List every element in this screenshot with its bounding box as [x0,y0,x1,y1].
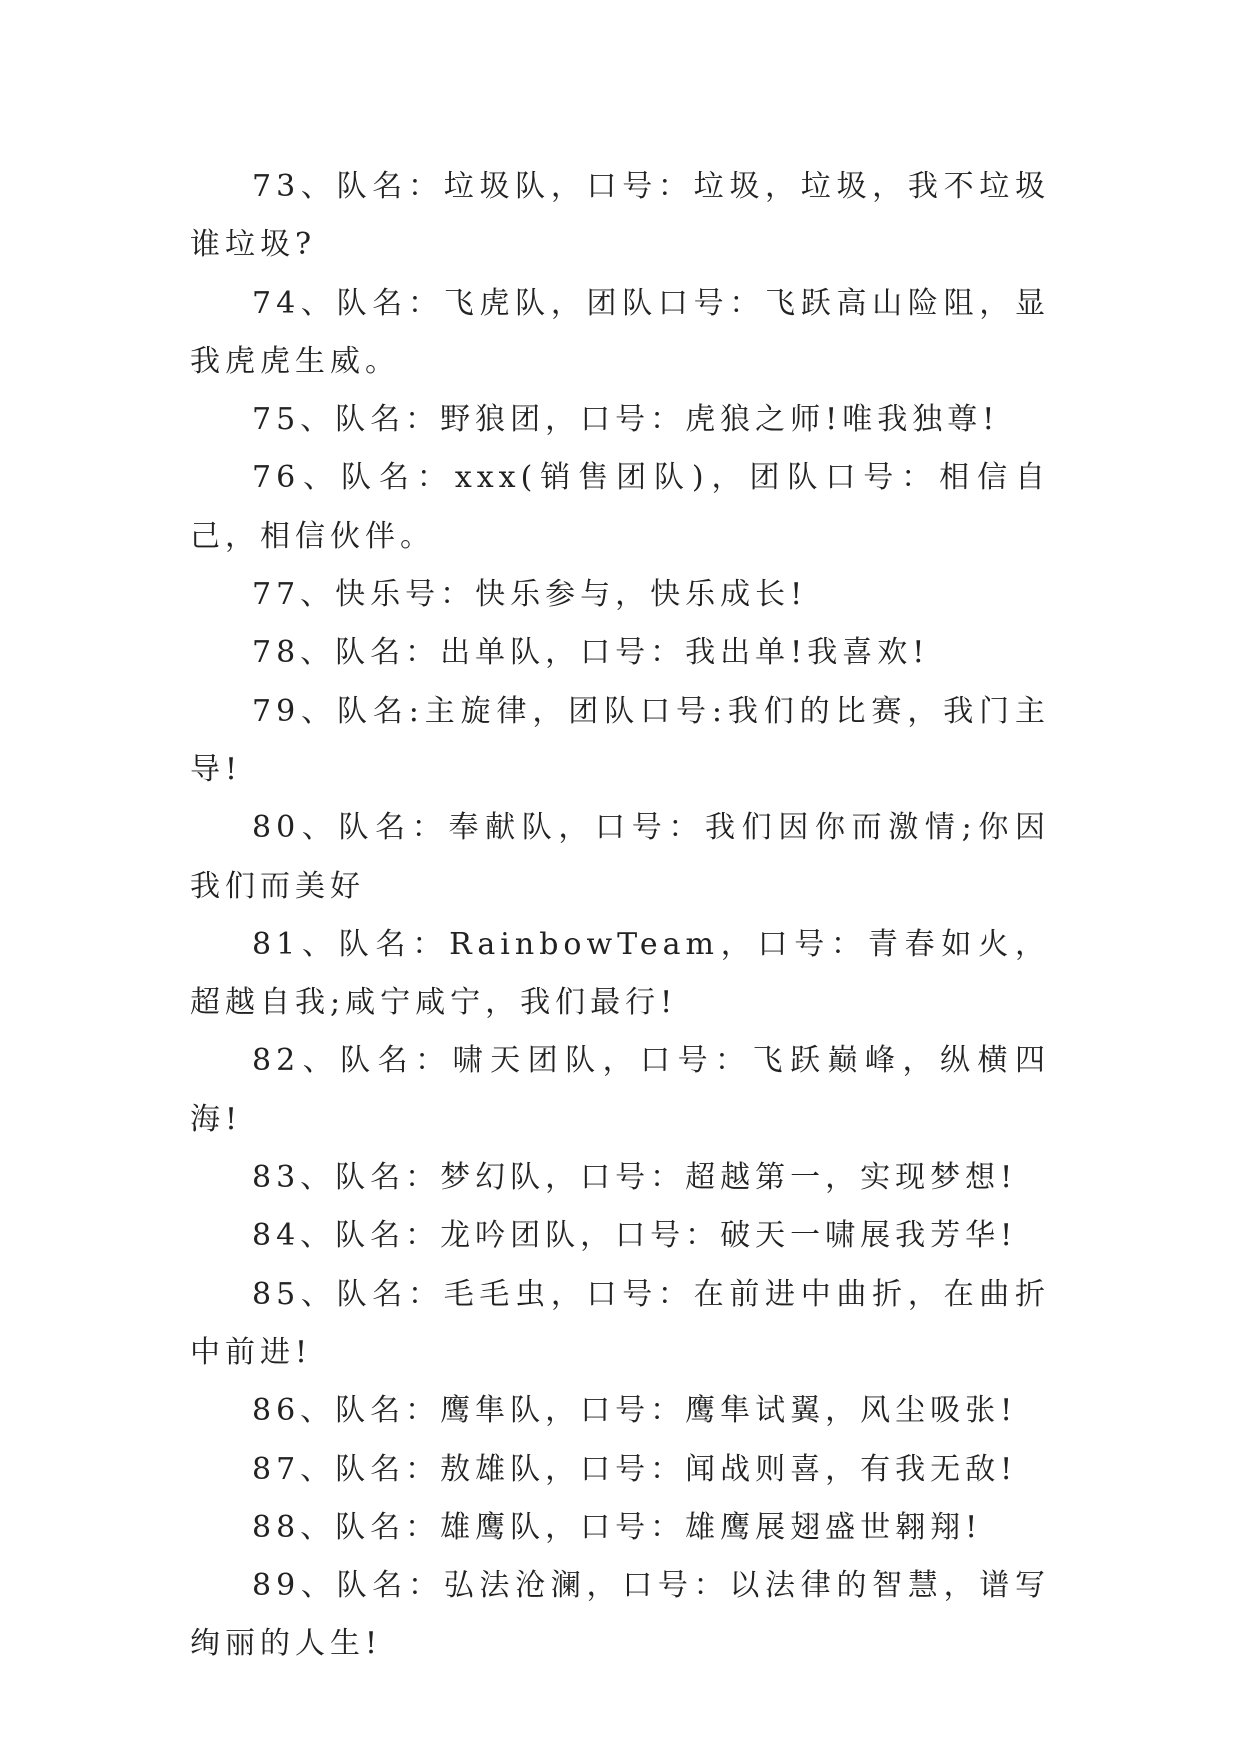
slogan-list [190,158,1050,1674]
paragraph-76: 76、队名：xxx(销售团队)，团队口号：相信自己，相信伙伴。 [190,460,1050,554]
paragraph-79: 79、队名:主旋律，团队口号:我们的比赛，我门主导! [190,693,1050,787]
paragraph-84: 84、队名：龙吟团队，口号：破天一啸展我芳华! [252,1218,1018,1254]
paragraph-88: 88、队名：雄鹰队，口号：雄鹰展翅盛世翱翔! [252,1509,983,1545]
paragraph-86: 86、队名：鹰隼队，口号：鹰隼试翼，风尘吸张! [252,1393,1018,1429]
paragraph-74: 74、队名：飞虎队，团队口号：飞跃高山险阻，显我虎虎生威。 [190,285,1050,379]
paragraph-83: 83、队名：梦幻队，口号：超越第一，实现梦想! [252,1160,1018,1196]
paragraph-78: 78、队名：出单队，口号：我出单!我喜欢! [252,635,930,671]
paragraph-82: 82、队名：啸天团队，口号：飞跃巅峰，纵横四海! [190,1043,1050,1137]
paragraph-81: 81、队名：RainbowTeam，口号：青春如火，超越自我;咸宁咸宁，我们最行! [190,926,1050,1021]
paragraph-85: 85、队名：毛毛虫，口号：在前进中曲折，在曲折中前进! [190,1276,1050,1370]
paragraph-73: 73、队名：垃圾队，口号：垃圾，垃圾，我不垃圾谁垃圾? [190,169,1050,263]
paragraph-77: 77、快乐号：快乐参与，快乐成长! [252,577,808,613]
paragraph-87: 87、队名：敖雄队，口号：闻战则喜，有我无敌! [252,1451,1018,1487]
paragraph-89: 89、队名：弘法沧澜，口号：以法律的智慧，谱写绚丽的人生! [190,1568,1050,1662]
paragraph-80: 80、队名：奉献队，口号：我们因你而激情;你因我们而美好 [190,810,1050,904]
paragraph-75: 75、队名：野狼团，口号：虎狼之师!唯我独尊! [252,402,1000,438]
